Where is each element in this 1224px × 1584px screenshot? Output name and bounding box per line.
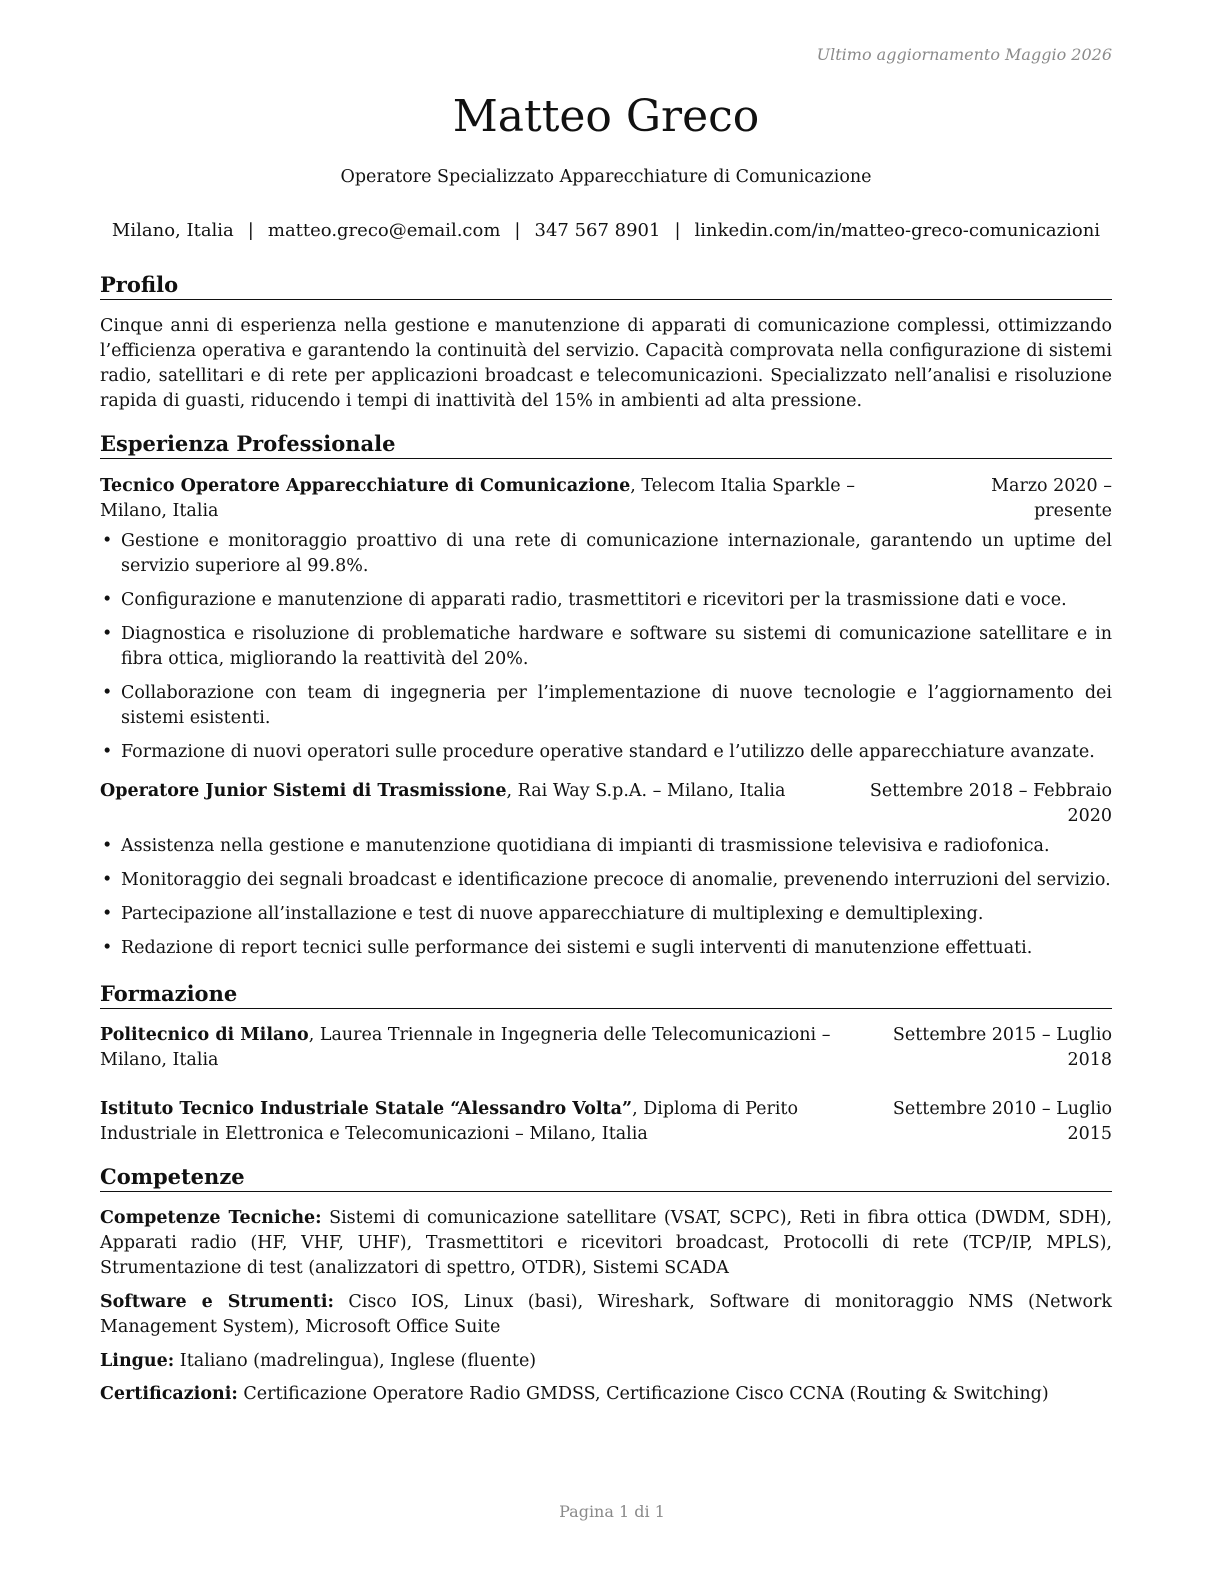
- education-detail: , Laurea Triennale in Ingegneria delle Telecomunicazioni – Milano, Italia: [100, 1025, 831, 1070]
- list-item: • Formazione di nuovi operatori sulle procedure operative standard e l’utilizzo delle apparecchiature avanzate.: [100, 740, 1112, 765]
- education-school: Politecnico di Milano: [100, 1025, 309, 1045]
- skill-label: Competenze Tecniche:: [100, 1208, 322, 1228]
- contact-separator: |: [247, 220, 254, 241]
- education-item: [100, 1097, 1112, 1147]
- job-company: , Rai Way S.p.A. – Milano, Italia: [506, 781, 786, 801]
- section-title-experience: Esperienza Professionale: [100, 430, 1112, 459]
- contact-line: [100, 220, 1112, 241]
- last-updated-note: Ultimo aggiornamento Maggio 2026: [816, 45, 1112, 64]
- education-item: [100, 1023, 1112, 1073]
- education-dates: Settembre 2010 – Luglio 2015: [892, 1099, 1112, 1144]
- skill-label: Certificazioni:: [100, 1384, 238, 1404]
- skill-line: [100, 1349, 1112, 1374]
- skill-text: Italiano (madrelingua), Inglese (fluente): [174, 1351, 537, 1371]
- candidate-name: Matteo Greco: [452, 91, 760, 142]
- skill-text: Sistemi di comunicazione satellitare (VSAT, SCPC), Reti in fibra ottica (DWDM, SDH), Apparati radio (HF, VHF, UHF), Trasmettitori e ricevitori broadcast, Protocolli di rete (TCP/IP, MPLS), Strumentazione di test (analizzatori di spettro, OTDR), Sistemi SCADA: [100, 1208, 1112, 1278]
- skill-label: Software e Strumenti:: [100, 1292, 334, 1312]
- contact-linkedin[interactable]: linkedin.com/in/matteo-greco-comunicazioni: [694, 220, 1101, 241]
- skill-label: Lingue:: [100, 1351, 175, 1371]
- skill-line: [100, 1206, 1112, 1281]
- page-number: Pagina 1 di 1: [559, 1502, 665, 1521]
- list-item: • Diagnostica e risoluzione di problematiche hardware e software su sistemi di comunicazione satellitare e in fibra ottica, migliorando la reattività del 20%.: [100, 622, 1112, 672]
- skill-text: Cisco IOS, Linux (basi), Wireshark, Software di monitoraggio NMS (Network Management System), Microsoft Office Suite: [100, 1292, 1113, 1337]
- list-item: • Configurazione e manutenzione di apparati radio, trasmettitori e ricevitori per la trasmissione dati e voce.: [100, 588, 1112, 613]
- education-school: Istituto Tecnico Industriale Statale “Alessandro Volta”: [100, 1099, 633, 1119]
- contact-separator: |: [514, 220, 521, 241]
- contact-separator: |: [674, 220, 681, 241]
- skill-line: [100, 1290, 1112, 1340]
- education-detail: , Diploma di Perito Industriale in Elettronica e Telecomunicazioni – Milano, Italia: [100, 1099, 798, 1144]
- job-role: Operatore Junior Sistemi di Trasmissione: [100, 781, 507, 801]
- skill-text: Certificazione Operatore Radio GMDSS, Certificazione Cisco CCNA (Routing & Switching): [237, 1384, 1049, 1404]
- list-item: • Collaborazione con team di ingegneria per l’implementazione di nuove tecnologie e l’aggiornamento dei sistemi esistenti.: [100, 681, 1112, 731]
- job-bullets: [100, 834, 1112, 970]
- job-title-line: [100, 474, 890, 524]
- job-dates: Settembre 2018 – Febbraio 2020: [869, 781, 1112, 826]
- candidate-subtitle: Operatore Specializzato Apparecchiature di Comunicazione: [340, 167, 872, 187]
- education-dates: Settembre 2015 – Luglio 2018: [892, 1025, 1112, 1070]
- section-title-profile: Profilo: [100, 271, 1112, 300]
- education-title-line: [100, 1097, 870, 1147]
- profile-text: Cinque anni di esperienza nella gestione e manutenzione di apparati di comunicazione complessi, ottimizzando l’efficienza operativa e garantendo la continuità del servizio. Capacità comprovata nella configurazione di sistemi radio, satellitari e di rete per applicazioni broadcast e telecomunicazioni. Specializzato nell’analisi e risoluzione rapida di guasti, riducendo i tempi di inattività del 15% in ambienti ad alta pressione.: [100, 316, 1112, 411]
- skill-line: [100, 1382, 1112, 1407]
- list-item: • Partecipazione all’installazione e test di nuove apparecchiature di multiplexing e demultiplexing.: [100, 902, 1112, 927]
- job-header: [100, 779, 1112, 826]
- section-title-skills: Competenze: [100, 1163, 1112, 1192]
- list-item: • Gestione e monitoraggio proattivo di una rete di comunicazione internazionale, garantendo un uptime del servizio superiore al 99.8%.: [100, 529, 1112, 579]
- job-dates: Marzo 2020 – presente: [991, 476, 1112, 521]
- contact-email[interactable]: matteo.greco@email.com: [267, 220, 501, 241]
- contact-location: Milano, Italia: [111, 220, 234, 241]
- job-role: Tecnico Operatore Apparecchiature di Comunicazione: [100, 476, 631, 496]
- education-title-line: [100, 1023, 870, 1073]
- contact-phone[interactable]: 347 567 8901: [534, 220, 661, 241]
- list-item: • Monitoraggio dei segnali broadcast e identificazione precoce di anomalie, prevenendo interruzioni del servizio.: [100, 868, 1112, 893]
- job-header: [100, 474, 1112, 524]
- list-item: • Redazione di report tecnici sulle performance dei sistemi e sugli interventi di manutenzione effettuati.: [100, 936, 1112, 961]
- job-title-line: [100, 779, 840, 804]
- section-title-education: Formazione: [100, 980, 1112, 1009]
- job-company: , Telecom Italia Sparkle – Milano, Italia: [100, 476, 855, 521]
- list-item: • Assistenza nella gestione e manutenzione quotidiana di impianti di trasmissione televisiva e radiofonica.: [100, 834, 1112, 859]
- job-bullets: [100, 529, 1112, 774]
